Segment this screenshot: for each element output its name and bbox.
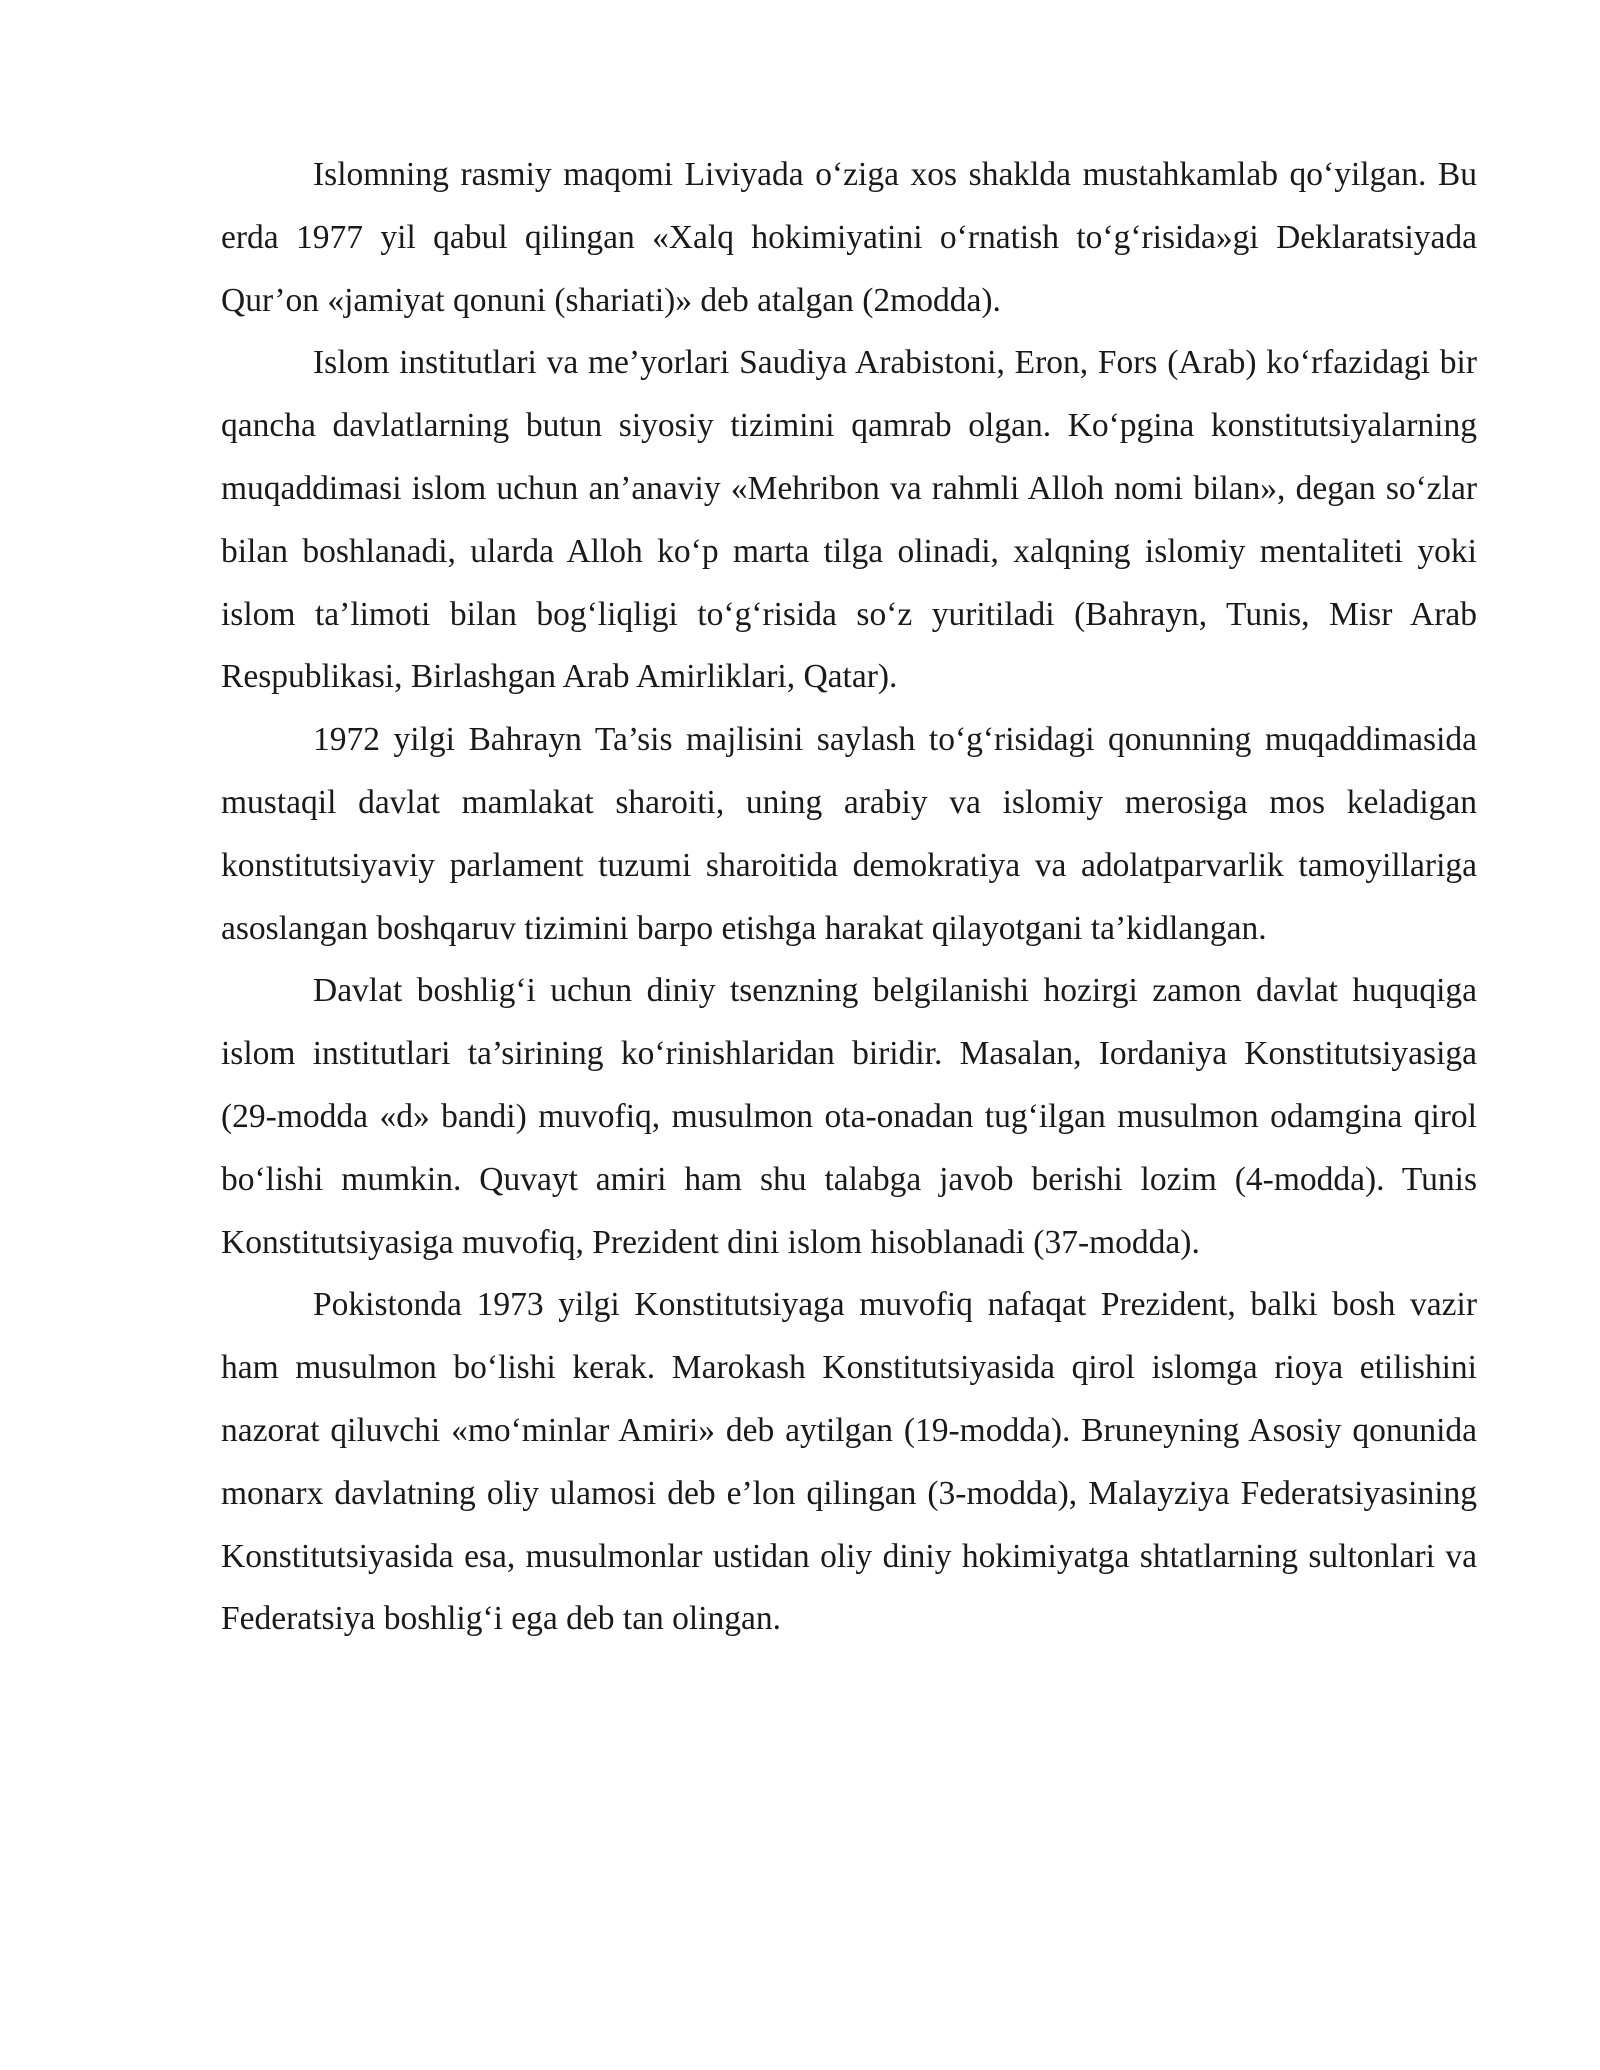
paragraph-libya: Islomning rasmiy maqomi Liviyada o‘ziga xos shaklda mustahkamlab qo‘yilgan. Bu erda 1977 yil qabul qilingan «Xalq hokimiyatini o‘rnatish to‘g‘risida»gi Deklaratsiyada Qur’on «jamiyat qonuni (shariati)» deb atalgan (2modda).	[221, 156, 1477, 319]
paragraph-bahrain-1972: 1972 yilgi Bahrayn Ta’sis majlisini saylash to‘g‘risidagi qonunning muqaddimasida mustaqil davlat mamlakat sharoiti, uning arabiy va islomiy merosiga mos keladigan konstitutsiyaviy parlament tuzumi sharoitida demokratiya va adolatparvarlik tamoyillariga asoslangan boshqaruv tizimini barpo etishga harakat qilayotgani ta’kidlangan.	[221, 721, 1477, 947]
paragraph-pakistan-1973: Pokistonda 1973 yilgi Konstitutsiyaga muvofiq nafaqat Prezident, balki bosh vazir ham musulmon bo‘lishi kerak. Marokash Konstitutsiyasida qirol islomga rioya etilishini nazorat qiluvchi «mo‘minlar Amiri» deb aytilgan (19-modda). Bruneyning Asosiy qonunida monarx davlatning oliy ulamosi deb e’lon qilingan (3-modda), Malayziya Federatsiyasining Konstitutsiyasida esa, musulmonlar ustidan oliy diniy hokimiyatga shtatlarning sultonlari va Federatsiya boshlig‘i ega deb tan olingan.	[221, 1286, 1477, 1638]
paragraph-head-of-state: Davlat boshlig‘i uchun diniy tsenzning belgilanishi hozirgi zamon davlat huquqiga islom institutlari ta’sirining ko‘rinishlaridan biridir. Masalan, Iordaniya Konstitutsiyasiga (29-modda «d» bandi) muvofiq, musulmon ota-onadan tug‘ilgan musulmon odamgina qirol bo‘lishi mumkin. Quvayt amiri ham shu talabga javob berishi lozim (4-modda). Tunis Konstitutsiyasiga muvofiq, Prezident dini islom hisoblanadi (37-modda).	[221, 972, 1477, 1261]
document-body	[221, 144, 1477, 1651]
paragraph-islamic-institutions: Islom institutlari va me’yorlari Saudiya Arabistoni, Eron, Fors (Arab) ko‘rfazidagi bir qancha davlatlarning butun siyosiy tizimini qamrab olgan. Ko‘pgina konstitutsiyalarning muqaddimasi islom uchun an’anaviy «Mehribon va rahmli Alloh nomi bilan», degan so‘zlar bilan boshlanadi, ularda Alloh ko‘p marta tilga olinadi, xalqning islomiy mentaliteti yoki islom ta’limoti bilan bog‘liqligi to‘g‘risida so‘z yuritiladi (Bahrayn, Tunis, Misr Arab Respublikasi, Birlashgan Arab Amirliklari, Qatar).	[221, 344, 1477, 696]
